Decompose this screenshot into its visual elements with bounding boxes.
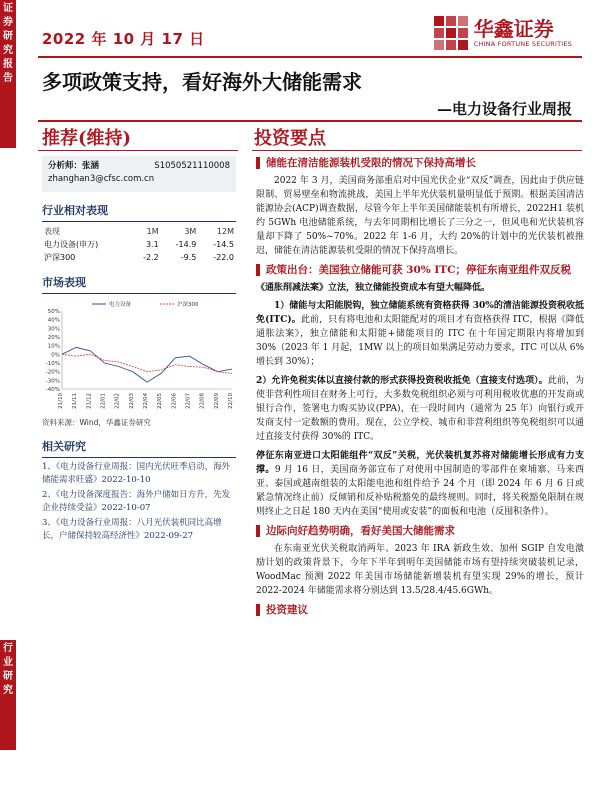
y-tick-label: -30% <box>45 378 60 385</box>
side-char: 券 <box>3 17 13 28</box>
table-header-row <box>42 225 236 238</box>
x-tick-label: 22/03 <box>128 393 135 409</box>
y-tick-label: 10% <box>47 343 60 350</box>
market-chart <box>42 297 236 415</box>
analyst-box <box>42 156 236 192</box>
table-cell: -14.5 <box>213 240 234 249</box>
report-subtitle: —电力设备行业周报 <box>436 100 572 118</box>
y-tick-label: 20% <box>47 335 60 341</box>
y-tick-label: 50% <box>47 309 60 315</box>
side-char: 究 <box>3 45 13 56</box>
market-chart-svg <box>42 297 236 415</box>
section-paragraph: 在东南亚光伏关税取消两年、2023 年 IRA 新政生效、加州 SGIP 自发电激励计划的政策背景下，今年下半年到明年美国储能市场有望持续突破装机记录，WoodMac 预测 2022 年美国市场储能新增装机有望实现 29%的增长，预计 2022-2024 年储能需求将分别达到 13.5/28.4/45.6GWh。 <box>256 544 584 596</box>
related-item[interactable]: 2、《电力设备深度报告：海外户储如日方升，先发企业持续受益》2022-10-07 <box>42 490 231 513</box>
divider <box>38 150 238 151</box>
x-tick-label: 21/11 <box>72 393 79 409</box>
section-heading: 储能在清洁能源装机受限的情况下保持高增长 <box>256 156 584 170</box>
section-heading: 边际向好趋势明确，看好美国大储能需求 <box>256 524 584 538</box>
y-tick-label: 40% <box>47 317 60 324</box>
related-item[interactable]: 1、《电力设备行业周报：国内光伏旺季启动，海外储能需求旺盛》2022-10-10 <box>42 462 231 485</box>
legend-label: 沪深300 <box>177 302 199 308</box>
logo-name-cn: 华鑫证券 <box>473 17 554 41</box>
divider <box>38 120 582 122</box>
x-tick-label: 22/07 <box>185 393 192 409</box>
x-tick-label: 22/02 <box>114 393 121 409</box>
side-char: 研 <box>3 671 13 682</box>
x-tick-label: 22/04 <box>143 393 149 409</box>
x-tick-label: 21/10 <box>58 393 64 409</box>
table-header: 表现 <box>44 227 60 236</box>
side-char: 究 <box>3 685 13 696</box>
related-item[interactable]: 3、《电力设备行业周报：八月光伏装机同比高增长，户储保持较高经济性》2022-09-27 <box>42 518 222 541</box>
analyst-cert: S1050521110008 <box>154 161 230 171</box>
report-title: 多项政策支持，看好海外大储能需求 <box>42 70 362 94</box>
section-paragraph: 2022 年 3 月，美国商务部重启对中国光伏企业“双反”调查，因此由于供应链限制、贸易壁垒和物流挑战，美国上半年光伏装机量明显低于预期。根据美国清洁能源协会(ACP)调查数据，尽管今年上半年美国储能装机有所增长，2022H1 装机约 5GWh 电池储能系统，与去年同期相比增长了三分之一，但风电和光伏装机容量却下降了 50%~70%。2022 年 1-6 月，大约 20%的计划中的光伏装机被推迟，储能在清洁能源装机受限的情况下保持高增长。 <box>256 176 584 256</box>
side-char: 研 <box>3 31 13 42</box>
chart-source: 资料来源：Wind，华鑫证券研究 <box>42 418 151 427</box>
market-title: 市场表现 <box>42 276 86 289</box>
table-header: 3M <box>184 227 197 236</box>
x-tick-label: 22/10 <box>228 393 234 409</box>
y-tick-label: 30% <box>47 326 60 333</box>
logo-mark-icon <box>434 16 468 50</box>
divider <box>252 150 582 151</box>
table-cell: 电力设备(申万) <box>44 240 99 249</box>
table-cell: 3.1 <box>145 240 159 249</box>
side-label-bottom <box>0 640 16 750</box>
table-cell: -2.2 <box>143 253 159 262</box>
analyst-name: 张涵 <box>82 161 100 171</box>
series-line-1 <box>62 347 232 382</box>
analyst-email[interactable]: zhanghan3@cfsc.com.cn <box>48 174 155 184</box>
logo-name-en: CHINA FORTUNE SECURITIES <box>473 40 572 48</box>
side-char: 行 <box>3 643 13 654</box>
company-logo <box>434 16 572 50</box>
x-tick-label: 22/01 <box>100 393 107 409</box>
series-line-2 <box>62 354 232 373</box>
side-char: 报 <box>3 59 13 70</box>
x-tick-label: 22/06 <box>171 393 178 409</box>
investment-heading: 投资要点 <box>254 128 326 149</box>
table-cell: 沪深300 <box>44 253 76 262</box>
y-tick-label: -40% <box>45 387 60 393</box>
related-title: 相关研究 <box>42 440 86 453</box>
x-tick-label: 21/12 <box>86 393 93 409</box>
performance-title: 行业相对表现 <box>42 204 108 217</box>
section-heading: 政策出台：美国独立储能可获 30% ITC；停征东南亚组件双反税 <box>256 263 584 277</box>
table-cell: -22.0 <box>213 253 234 262</box>
side-label-top <box>0 0 16 148</box>
rating: 推荐(维持) <box>42 128 132 149</box>
y-tick-label: -10% <box>45 361 60 367</box>
x-tick-label: 22/09 <box>213 393 220 409</box>
section-heading: 投资建议 <box>256 603 584 617</box>
y-tick-label: -20% <box>45 369 60 376</box>
section-lead: 《通胀削减法案》立法，独立储能投资成本有望大幅降低。 <box>256 283 491 293</box>
side-char: 告 <box>3 73 13 84</box>
legend-label: 电力设备 <box>109 302 132 308</box>
analyst-label: 分析师： <box>48 161 83 171</box>
y-tick-label: 0% <box>51 352 60 359</box>
section-paragraph: 1）储能与太阳能脱钩，独立储能系统有资格获得 30%的清洁能源投资税收抵免(ITC)。此前，只有将电池和太阳能配对的项目才有资格获得 ITC，根据《降低通胀法案》，独立储能和太阳能+储能项目的 ITC 在十年国定期限内将增加到 30%（2023 年 1 月起，1MW 以上的项目如果满足劳动力要求，ITC 可以从 6%增长到 30%）； <box>256 301 584 367</box>
section-paragraph: 2）允许免税实体以直接付款的形式获得投资税收抵免（直接支付选项）。此前，为使非营利性项目在财务上可行，大多数免税组织必须与可利用税收优惠的开发商或银行合作，签署电力购买协议(PPA)，在一段时间内（通常为 25 年）向银行或开发商支付一定数额的费用。现在，公立学校、城市和非营利组织等免税组织可以通过直接支付获得 30%的 ITC。 <box>256 376 584 442</box>
divider <box>38 56 582 58</box>
table-row <box>42 238 236 251</box>
section-paragraph: 停征东南亚进口太阳能组件“双反”关税，光伏装机复苏将对储能增长形成有力支撑。9 月 16 日，美国商务部宣布了对使用中国制造的零部件在柬埔寨、马来西亚、泰国或越南组装的太阳能电池和组件给予 24 个月（即 2024 年 6 月 6 日或紧急情况终止前）反倾销和反补贴税豁免的最终规则。同时，将关税豁免限制在规则终止之日起 180 天内在美国“使用或安装”的面板和电池（反囤积条件）。 <box>256 451 584 517</box>
side-char: 业 <box>3 657 13 668</box>
table-header: 12M <box>216 227 234 236</box>
report-date: 2022 年 10 月 17 日 <box>42 30 205 48</box>
left-column <box>42 156 236 545</box>
side-char: 证 <box>3 3 13 14</box>
table-row <box>42 251 236 264</box>
table-header: 1M <box>146 227 159 236</box>
right-column <box>256 156 584 621</box>
x-tick-label: 22/08 <box>199 393 206 409</box>
table-cell: -9.5 <box>180 253 197 262</box>
performance-table <box>42 225 236 264</box>
table-cell: -14.9 <box>175 240 197 249</box>
x-tick-label: 22/05 <box>157 393 164 409</box>
